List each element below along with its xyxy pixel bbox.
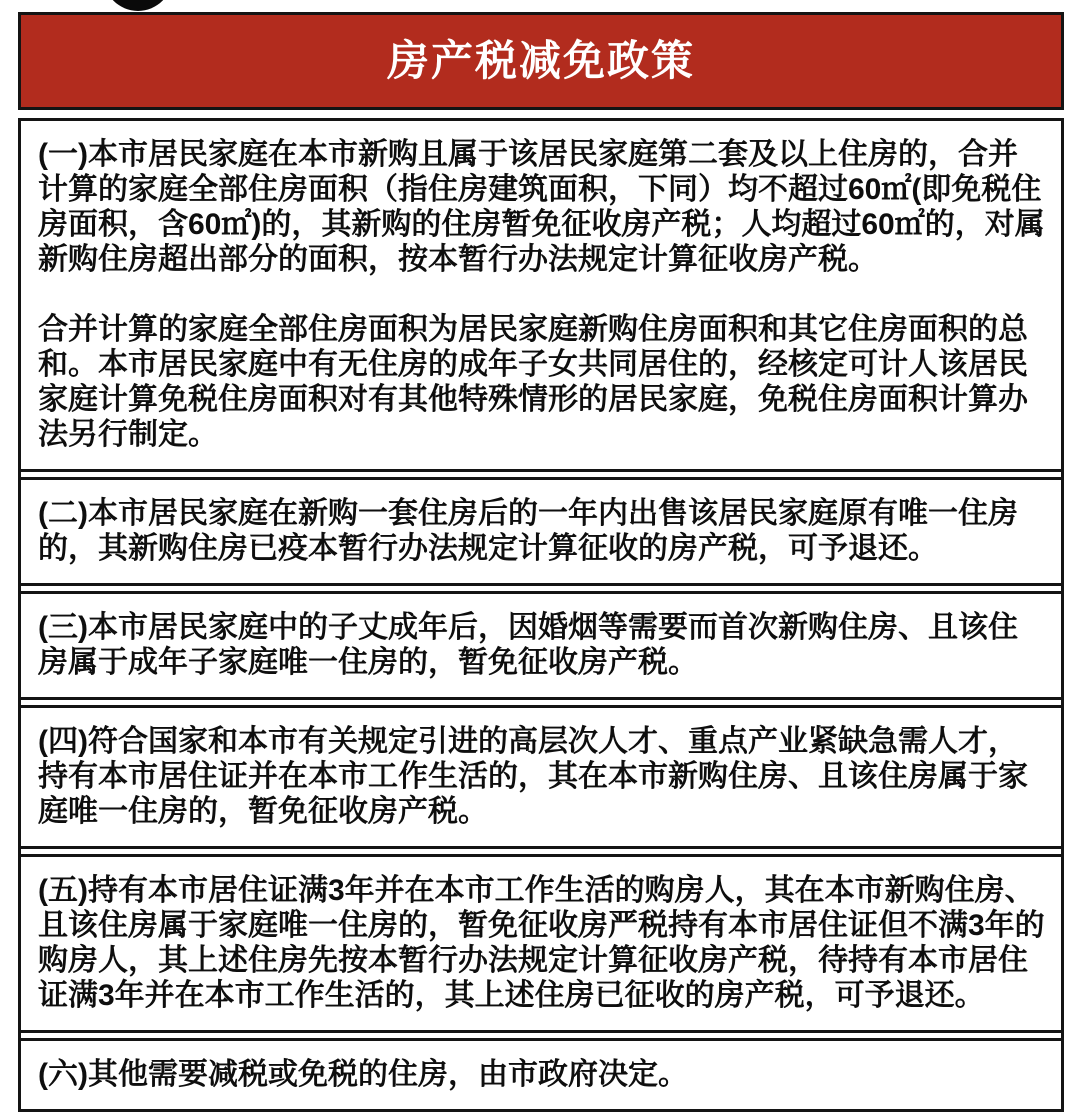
policy-section-1	[21, 121, 1061, 472]
policy-sections-panel	[18, 118, 1064, 1112]
section-4-paragraph-1: (四)符合国家和本市有关规定引进的高层次人才、重点产业紧缺急需人才，持有本市居住证并在本市工作生活的，其在本市新购住房、且该住房属于家庭唯一住房的，暂免征收房产税。	[38, 725, 1028, 828]
section-1-paragraph-2: 合并计算的家庭全部住房面积为居民家庭新购住房面积和其它住房面积的总和。本市居民家庭中有无住房的成年子女共同居住的，经核定可计人该居民家庭计算免税住房面积对有其他特殊情形的居民家庭，免税住房面积计算办法另行制定。	[38, 313, 1028, 451]
section-5-paragraph-1: (五)持有本市居住证满3年并在本市工作生活的购房人，其在本市新购住房、且该住房属于家庭唯一住房的，暂免征收房严税持有本市居住证但不满3年的购房人，其上述住房先按本暂行办法规定计算征收房产税，待持有本市居住证满3年并在本市工作生活的，其上述住房已征收的房产税，可予退还。	[38, 874, 1045, 1012]
cropped-logo-circle	[103, 0, 173, 11]
page-title-banner	[18, 12, 1064, 110]
policy-section-4	[21, 705, 1061, 849]
page-title: 房产税减免政策	[386, 37, 695, 84]
policy-section-2	[21, 477, 1061, 586]
policy-section-6	[21, 1038, 1061, 1109]
section-3-paragraph-1: (三)本市居民家庭中的子丈成年后，因婚烟等需要而首次新购住房、且该住房属于成年子家庭唯一住房的，暂免征收房产税。	[38, 611, 1018, 679]
policy-section-5	[21, 854, 1061, 1033]
policy-card	[18, 0, 1064, 1112]
policy-section-3	[21, 591, 1061, 700]
section-6-paragraph-1: (六)其他需要减税或免税的住房，由市政府决定。	[38, 1058, 688, 1091]
section-1-paragraph-1: (一)本市居民家庭在本市新购且属于该居民家庭第二套及以上住房的，合并计算的家庭全部住房面积（指住房建筑面积，下同）均不超过60㎡(即免税住房面积，含60㎡)的，其新购的住房暂免征收房产税；人均超过60㎡的，对属新购住房超出部分的面积，按本暂行办法规定计算征收房产税。	[38, 138, 1045, 276]
section-2-paragraph-1: (二)本市居民家庭在新购一套住房后的一年内出售该居民家庭原有唯一住房的，其新购住房已疫本暂行办法规定计算征收的房产税，可予退还。	[38, 497, 1018, 565]
